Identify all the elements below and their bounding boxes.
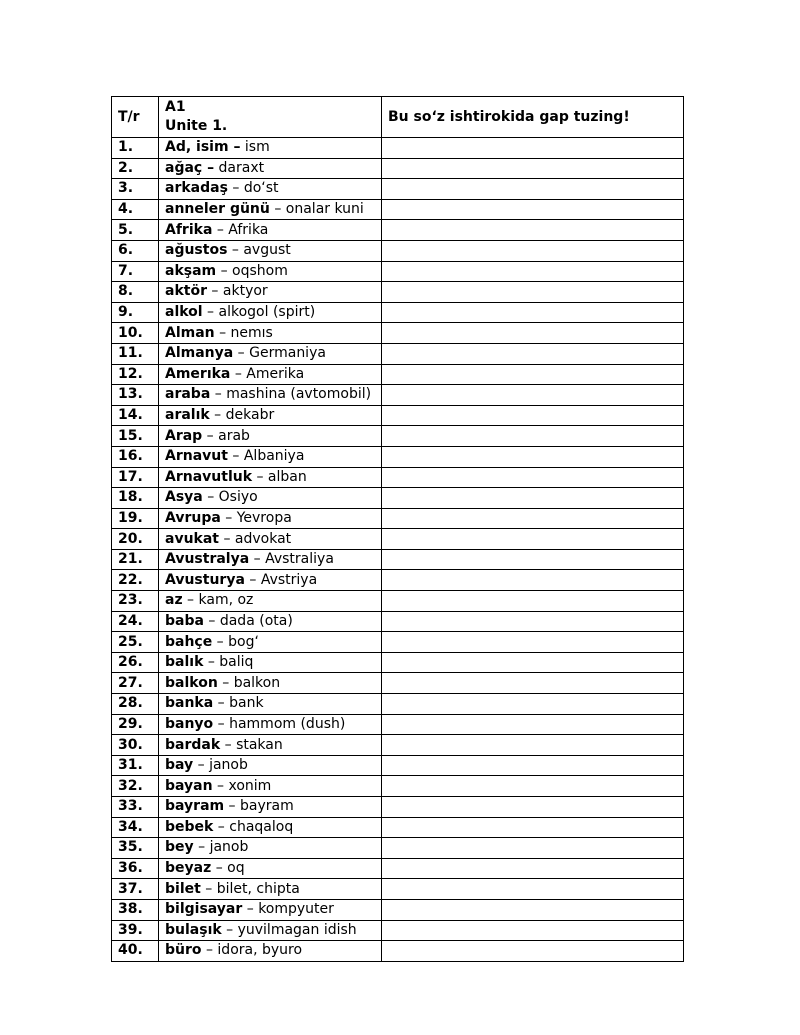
uzbek-translation: alkogol (spirt) [218, 304, 316, 321]
row-number: 6. [112, 240, 159, 261]
row-number: 34. [112, 817, 159, 838]
term-separator: – [212, 777, 229, 794]
sentence-answer-cell[interactable] [382, 467, 684, 488]
table-row [112, 735, 684, 756]
term-separator: – [213, 715, 230, 732]
word-entry [159, 879, 382, 900]
term-separator: – [220, 736, 237, 753]
table-row [112, 467, 684, 488]
table-row [112, 591, 684, 612]
term-separator: – [227, 448, 244, 465]
sentence-answer-cell[interactable] [382, 343, 684, 364]
word-entry [159, 611, 382, 632]
table-row [112, 426, 684, 447]
turkish-term: bey [165, 839, 194, 856]
term-separator: – [221, 921, 238, 938]
word-entry [159, 158, 382, 179]
uzbek-translation: advokat [234, 530, 292, 547]
word-entry [159, 220, 382, 241]
word-entry [159, 920, 382, 941]
turkish-term: Almanya [165, 345, 234, 362]
row-number: 33. [112, 797, 159, 818]
uzbek-translation: daraxt [214, 159, 265, 176]
turkish-term: büro [165, 942, 202, 959]
row-number: 23. [112, 591, 159, 612]
term-separator: – [211, 860, 228, 877]
turkish-term: bayram [165, 798, 225, 815]
row-number: 14. [112, 405, 159, 426]
term-separator: – [252, 468, 268, 485]
turkish-term: aktör [165, 283, 207, 300]
word-entry [159, 797, 382, 818]
term-separator: – [216, 262, 233, 279]
sentence-answer-cell[interactable] [382, 529, 684, 550]
uzbek-translation: Avstriya [260, 571, 318, 588]
term-separator: – [193, 839, 210, 856]
term-separator: – [182, 592, 199, 609]
table-row [112, 611, 684, 632]
sentence-answer-cell[interactable] [382, 405, 684, 426]
sentence-answer-cell[interactable] [382, 817, 684, 838]
word-entry [159, 261, 382, 282]
word-entry [159, 405, 382, 426]
sentence-answer-cell[interactable] [382, 261, 684, 282]
table-row [112, 549, 684, 570]
uzbek-translation: bog‘ [228, 633, 259, 650]
term-separator: – [219, 530, 235, 547]
sentence-answer-cell[interactable] [382, 838, 684, 859]
sentence-answer-cell[interactable] [382, 138, 684, 159]
turkish-term: alkol [165, 304, 203, 321]
sentence-answer-cell[interactable] [382, 282, 684, 303]
row-number: 8. [112, 282, 159, 303]
row-number: 30. [112, 735, 159, 756]
word-entry [159, 941, 382, 962]
row-number: 32. [112, 776, 159, 797]
table-row [112, 302, 684, 323]
term-separator: – [233, 345, 250, 362]
turkish-term: Avrupa [165, 509, 221, 526]
turkish-term: Alman [165, 324, 215, 341]
turkish-term: bahçe [165, 633, 213, 650]
turkish-term: Arap [165, 427, 203, 444]
sentence-answer-cell[interactable] [382, 611, 684, 632]
sentence-answer-cell[interactable] [382, 652, 684, 673]
table-row [112, 899, 684, 920]
turkish-term: ağaç – [165, 159, 215, 176]
sentence-answer-cell[interactable] [382, 735, 684, 756]
word-entry [159, 570, 382, 591]
uzbek-translation: baliq [219, 654, 254, 671]
uzbek-translation: aktyor [222, 283, 268, 300]
term-separator: – [201, 942, 218, 959]
term-separator: – [227, 242, 244, 259]
turkish-term: bebek [165, 818, 214, 835]
turkish-term: arkadaş [165, 180, 228, 197]
table-row [112, 179, 684, 200]
term-separator: – [214, 324, 231, 341]
term-separator: – [213, 695, 230, 712]
term-separator: – [224, 798, 241, 815]
word-entry [159, 138, 382, 159]
word-entry [159, 488, 382, 509]
row-number: 4. [112, 199, 159, 220]
sentence-answer-cell[interactable] [382, 220, 684, 241]
turkish-term: az [165, 592, 183, 609]
table-row [112, 529, 684, 550]
uzbek-translation: Osiyo [218, 489, 258, 506]
row-number: 22. [112, 570, 159, 591]
sentence-answer-cell[interactable] [382, 858, 684, 879]
uzbek-translation: bilet, chipta [216, 880, 300, 897]
table-row [112, 817, 684, 838]
level-label: A1 [165, 99, 186, 115]
uzbek-translation: bank [229, 695, 264, 712]
sentence-answer-cell[interactable] [382, 591, 684, 612]
sentence-answer-cell[interactable] [382, 941, 684, 962]
turkish-term: Avustralya [165, 551, 250, 568]
table-row [112, 446, 684, 467]
table-row [112, 364, 684, 385]
table-row [112, 158, 684, 179]
table-row [112, 858, 684, 879]
uzbek-translation: oq [227, 860, 245, 877]
term-separator: – [230, 365, 247, 382]
row-number: 24. [112, 611, 159, 632]
table-row [112, 714, 684, 735]
sentence-answer-cell[interactable] [382, 323, 684, 344]
row-number: 7. [112, 261, 159, 282]
table-row [112, 673, 684, 694]
word-entry [159, 858, 382, 879]
turkish-term: balkon [165, 674, 218, 691]
sentence-answer-cell[interactable] [382, 632, 684, 653]
word-entry [159, 694, 382, 715]
row-number: 37. [112, 879, 159, 900]
uzbek-translation: idora, byuro [217, 942, 303, 959]
table-header-row [112, 97, 684, 138]
turkish-term: Avusturya [165, 571, 245, 588]
table-row [112, 405, 684, 426]
term-separator: – [213, 818, 230, 835]
sentence-answer-cell[interactable] [382, 446, 684, 467]
row-number: 36. [112, 858, 159, 879]
term-separator: – [202, 304, 219, 321]
word-entry [159, 714, 382, 735]
term-separator: – [217, 674, 234, 691]
turkish-term: aralık [165, 407, 210, 424]
table-row [112, 941, 684, 962]
term-separator: – [212, 633, 229, 650]
uzbek-translation: dekabr [225, 407, 275, 424]
word-entry [159, 323, 382, 344]
table-row [112, 838, 684, 859]
vocabulary-table [111, 96, 684, 962]
word-entry [159, 776, 382, 797]
sentence-answer-cell[interactable] [382, 549, 684, 570]
turkish-term: beyaz [165, 860, 212, 877]
uzbek-translation: nemıs [230, 324, 273, 341]
sentence-answer-cell[interactable] [382, 199, 684, 220]
turkish-term: bilgisayar [165, 901, 243, 918]
term-separator: – [269, 201, 286, 218]
word-entry [159, 838, 382, 859]
row-number: 1. [112, 138, 159, 159]
sentence-answer-cell[interactable] [382, 673, 684, 694]
sentence-answer-cell[interactable] [382, 694, 684, 715]
number-column-header: T/r [112, 97, 159, 138]
uzbek-translation: mashina (avtomobil) [226, 386, 372, 403]
unit-label: Unite 1. [165, 118, 228, 134]
uzbek-translation: alban [267, 468, 307, 485]
word-entry [159, 179, 382, 200]
turkish-term: Afrika [165, 221, 213, 238]
row-number: 2. [112, 158, 159, 179]
row-number: 10. [112, 323, 159, 344]
turkish-term: bardak [165, 736, 221, 753]
uzbek-translation: xonim [228, 777, 272, 794]
word-entry [159, 343, 382, 364]
term-separator: – [200, 880, 217, 897]
sentence-answer-cell[interactable] [382, 776, 684, 797]
sentence-answer-cell[interactable] [382, 879, 684, 900]
row-number: 25. [112, 632, 159, 653]
turkish-term: akşam [165, 262, 217, 279]
term-separator: – [209, 407, 226, 424]
sentence-answer-cell[interactable] [382, 240, 684, 261]
uzbek-translation: Afrika [228, 221, 269, 238]
turkish-term: Arnavut [165, 448, 228, 465]
sentence-answer-cell[interactable] [382, 179, 684, 200]
row-number: 11. [112, 343, 159, 364]
sentence-answer-cell[interactable] [382, 714, 684, 735]
row-number: 5. [112, 220, 159, 241]
row-number: 28. [112, 694, 159, 715]
row-number: 18. [112, 488, 159, 509]
table-row [112, 343, 684, 364]
level-unit-header [159, 97, 382, 138]
word-entry [159, 199, 382, 220]
table-row [112, 694, 684, 715]
uzbek-translation: stakan [236, 736, 283, 753]
uzbek-translation: balkon [233, 674, 281, 691]
table-row [112, 282, 684, 303]
sentence-answer-cell[interactable] [382, 920, 684, 941]
table-row [112, 879, 684, 900]
uzbek-translation: oqshom [232, 262, 288, 279]
uzbek-translation: chaqaloq [229, 818, 294, 835]
term-separator: – [242, 901, 259, 918]
word-entry [159, 899, 382, 920]
uzbek-translation: Albaniya [243, 448, 305, 465]
turkish-term: banyo [165, 715, 214, 732]
term-separator: – [212, 221, 229, 238]
row-number: 39. [112, 920, 159, 941]
sentence-answer-cell[interactable] [382, 899, 684, 920]
turkish-term: anneler günü [165, 201, 270, 218]
word-entry [159, 282, 382, 303]
turkish-term: baba [165, 612, 204, 629]
uzbek-translation: Avstraliya [265, 551, 334, 568]
row-number: 31. [112, 755, 159, 776]
turkish-term: Arnavutluk [165, 468, 253, 485]
row-number: 29. [112, 714, 159, 735]
table-row [112, 240, 684, 261]
uzbek-translation: Yevropa [236, 509, 292, 526]
row-number: 19. [112, 508, 159, 529]
row-number: 12. [112, 364, 159, 385]
term-separator: – [202, 489, 219, 506]
row-number: 15. [112, 426, 159, 447]
word-entry [159, 446, 382, 467]
term-separator: – [203, 612, 220, 629]
uzbek-translation: avgust [243, 242, 291, 259]
turkish-term: bay [165, 757, 194, 774]
table-row [112, 652, 684, 673]
table-row [112, 508, 684, 529]
turkish-term: bilet [165, 880, 201, 897]
word-entry [159, 508, 382, 529]
table-row [112, 632, 684, 653]
uzbek-translation: Amerika [246, 365, 305, 382]
turkish-term: Ad, isim – [165, 139, 241, 156]
sentence-answer-cell[interactable] [382, 385, 684, 406]
term-separator: – [193, 757, 210, 774]
table-row [112, 920, 684, 941]
sentence-answer-cell[interactable] [382, 755, 684, 776]
turkish-term: banka [165, 695, 214, 712]
word-entry [159, 817, 382, 838]
row-number: 21. [112, 549, 159, 570]
table-row [112, 385, 684, 406]
uzbek-translation: kompyuter [258, 901, 334, 918]
uzbek-translation: Germaniya [249, 345, 326, 362]
sentence-answer-cell[interactable] [382, 426, 684, 447]
turkish-term: Asya [165, 489, 203, 506]
word-entry [159, 467, 382, 488]
uzbek-translation: kam, oz [198, 592, 254, 609]
sentence-answer-cell[interactable] [382, 302, 684, 323]
table-row [112, 261, 684, 282]
turkish-term: balık [165, 654, 204, 671]
word-entry [159, 240, 382, 261]
term-separator: – [210, 386, 227, 403]
word-entry [159, 755, 382, 776]
term-separator: – [244, 571, 261, 588]
turkish-term: bayan [165, 777, 213, 794]
row-number: 35. [112, 838, 159, 859]
turkish-term: araba [165, 386, 211, 403]
term-separator: – [220, 509, 237, 526]
table-row [112, 199, 684, 220]
term-separator: – [202, 427, 219, 444]
row-number: 9. [112, 302, 159, 323]
uzbek-translation: bayram [240, 798, 294, 815]
row-number: 13. [112, 385, 159, 406]
uzbek-translation: dada (ota) [219, 612, 293, 629]
table-row [112, 488, 684, 509]
task-column-header: Bu so‘z ishtirokida gap tuzing! [382, 97, 684, 138]
uzbek-translation: do‘st [243, 180, 279, 197]
term-separator: – [203, 654, 220, 671]
table-row [112, 138, 684, 159]
row-number: 40. [112, 941, 159, 962]
term-separator: – [249, 551, 266, 568]
word-entry [159, 364, 382, 385]
word-entry [159, 302, 382, 323]
uzbek-translation: hammom (dush) [229, 715, 346, 732]
table-row [112, 776, 684, 797]
table-row [112, 323, 684, 344]
sentence-answer-cell[interactable] [382, 570, 684, 591]
uzbek-translation: ism [240, 139, 270, 156]
sentence-answer-cell[interactable] [382, 364, 684, 385]
table-row [112, 570, 684, 591]
sentence-answer-cell[interactable] [382, 158, 684, 179]
table-row [112, 220, 684, 241]
uzbek-translation: arab [218, 427, 250, 444]
word-entry [159, 426, 382, 447]
row-number: 16. [112, 446, 159, 467]
table-row [112, 797, 684, 818]
row-number: 20. [112, 529, 159, 550]
sentence-answer-cell[interactable] [382, 488, 684, 509]
word-entry [159, 652, 382, 673]
vocabulary-sheet [111, 96, 683, 962]
uzbek-translation: yuvilmagan idish [237, 921, 357, 938]
turkish-term: avukat [165, 530, 219, 547]
uzbek-translation: onalar kuni [285, 201, 364, 218]
uzbek-translation: janob [209, 757, 248, 774]
word-entry [159, 673, 382, 694]
row-number: 26. [112, 652, 159, 673]
word-entry [159, 529, 382, 550]
word-entry [159, 549, 382, 570]
word-entry [159, 385, 382, 406]
term-separator: – [206, 283, 223, 300]
term-separator: – [227, 180, 244, 197]
word-entry [159, 591, 382, 612]
word-entry [159, 735, 382, 756]
row-number: 38. [112, 899, 159, 920]
sentence-answer-cell[interactable] [382, 797, 684, 818]
turkish-term: ağustos [165, 242, 228, 259]
row-number: 17. [112, 467, 159, 488]
uzbek-translation: janob [209, 839, 249, 856]
table-row [112, 755, 684, 776]
turkish-term: bulaşık [165, 921, 222, 938]
sentence-answer-cell[interactable] [382, 508, 684, 529]
row-number: 27. [112, 673, 159, 694]
row-number: 3. [112, 179, 159, 200]
word-entry [159, 632, 382, 653]
turkish-term: Amerıka [165, 365, 231, 382]
